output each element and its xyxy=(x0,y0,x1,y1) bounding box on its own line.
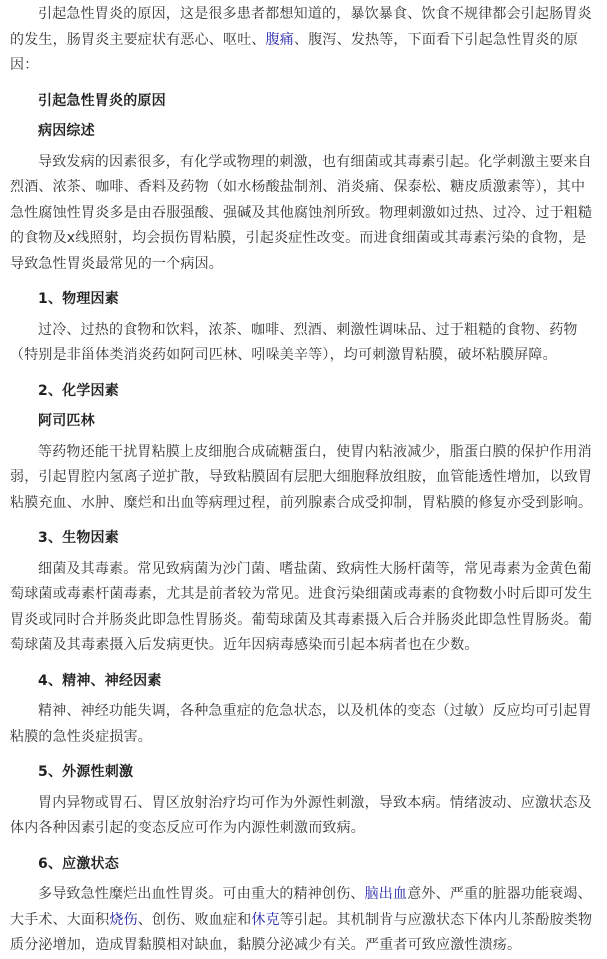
paragraph-external: 胃内异物或胃石、胃区放射治疗均可作为外源性刺激，导致本病。情绪波动、应激状态及体内各种因素引起的变态反应可作为内源性刺激而致病。 xyxy=(10,794,592,836)
stress-text-1: 多导致急性糜烂出血性胃炎。可由重大的精神创伤、 xyxy=(38,886,365,902)
link-cerebral-hemorrhage[interactable]: 脑出血 xyxy=(364,886,408,902)
heading-mental: 4、精神、神经因素 xyxy=(38,672,162,689)
subheading-aspirin: 阿司匹林 xyxy=(38,413,95,429)
link-abdominal-pain[interactable]: 腹痛 xyxy=(265,31,295,48)
paragraph-biological: 细菌及其毒素。常见致病菌为沙门菌、嗜盐菌、致病性大肠杆菌等，常见毒素为金黄色葡萄球菌或毒素杆菌毒素，尤其是前者较为常见。进食污染细菌或毒素的食物数小时后即可发生胃炎或同时合并肠炎此即急性胃肠炎。葡萄球菌及其毒素摄入后合并肠炎此即急性胃肠炎。葡萄球菌及其毒素摄入后发病更快。近年因病毒感染而引起本病者也在少数。 xyxy=(10,560,593,653)
paragraph-chemical: 等药物还能干扰胃粘膜上皮细胞合成硫糖蛋白，使胃内粘液减少，脂蛋白膜的保护作用消弱，引起胃腔内氢离子逆扩散，导致粘膜固有层肥大细胞释放组胺，血管能透性增加，以致胃粘膜充血、水肿、糜烂和出血等病理过程，前列腺素合成受抑制，胃粘膜的修复亦受到影响。 xyxy=(10,443,593,511)
heading-biological: 3、生物因素 xyxy=(38,530,119,546)
stress-text-3: 、创伤、败血症和 xyxy=(137,911,252,928)
heading-external: 5、外源性刺激 xyxy=(38,764,134,780)
intro-text-2: 、腹泻、发热等，下面看下引起急性胃炎的原因： xyxy=(10,31,579,73)
article-title: 引起急性胃炎的原因 xyxy=(38,92,166,109)
heading-chemical: 2、化学因素 xyxy=(38,382,119,399)
paragraph-stress xyxy=(10,882,599,959)
paragraph-physical: 过冷、过热的食物和饮料，浓茶、咖啡、烈酒、刺激性调味品、过于粗糙的食物、药物（特别是非甾体类消炎药如阿司匹林、吲哚美辛等），均可刺激胃粘膜，破坏粘膜屏障。 xyxy=(10,321,578,363)
intro-paragraph xyxy=(10,2,599,79)
paragraph-mental: 精神、神经功能失调，各种急重症的危急状态，以及机体的变态（过敏）反应均可引起胃粘膜的急性炎症损害。 xyxy=(10,703,592,745)
heading-physical: 1、物理因素 xyxy=(38,291,119,307)
paragraph-overview: 导致发病的因素很多，有化学或物理的刺激，也有细菌或其毒素引起。化学刺激主要来自烈酒、浓茶、咖啡、香料及药物（如水杨酸盐制剂、消炎痛、保泰松、糖皮质激素等），其中急性腐蚀性胃炎多是由吞服强酸、强碱及其他腐蚀剂所致。物理刺激如过热、过冷、过于粗糙的食物及x线照射，均会损伤胃粘膜，引起炎症性改变。而进食细菌或其毒素污染的食物，是导致急性胃炎最常见的一个病因。 xyxy=(10,153,593,272)
stress-text-2: 意外、严重的脏器功能衰竭、大手术、大面积 xyxy=(10,886,592,928)
heading-stress: 6、应激状态 xyxy=(38,855,119,872)
intro-text-1: 引起急性胃炎的原因，这是很多患者都想知道的，暴饮暴食、饮食不规律都会引起肠胃炎的发生，肠胃炎主要症状有恶心、呕吐、 xyxy=(10,6,592,48)
stress-text-4: 等引起。其机制肯与应激状态下体内儿茶酚胺类物质分泌增加，造成胃黏膜相对缺血，黏膜分泌减少有关。严重者可致应激性溃疡。 xyxy=(10,911,593,953)
link-shock[interactable]: 休克 xyxy=(251,911,280,928)
link-burn[interactable]: 烧伤 xyxy=(109,911,138,928)
heading-overview: 病因综述 xyxy=(38,123,95,139)
